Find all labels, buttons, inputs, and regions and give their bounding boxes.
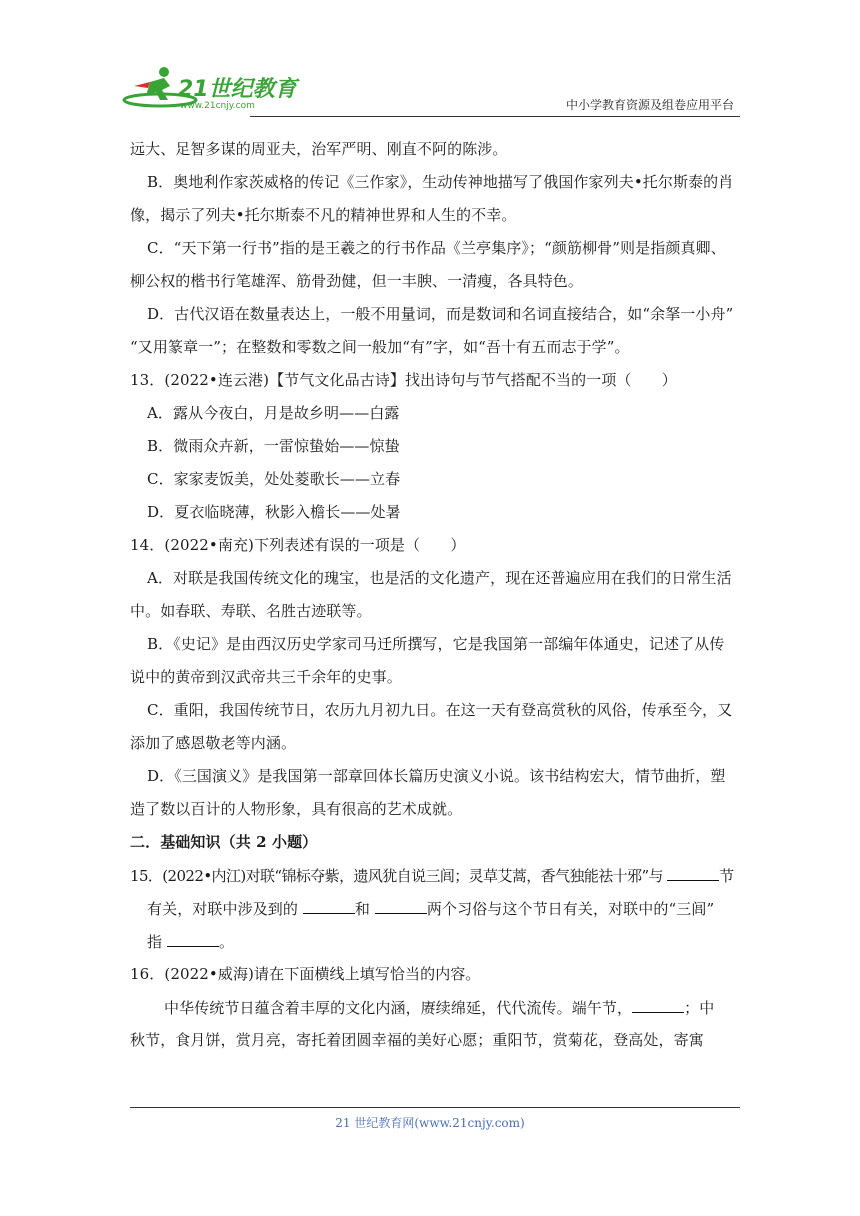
q16-text: ；中: [684, 999, 715, 1017]
svg-text:www.21cnjy.com: www.21cnjy.com: [180, 101, 255, 111]
q15-text: 和: [354, 900, 370, 918]
question-15-cont: [130, 897, 740, 919]
option-d: D．夏衣临晓薄，秋影入檐长——处暑: [147, 503, 401, 521]
option-a: A．对联是我国传统文化的瑰宝，也是活的文化遗产，现在还普遍应用在我们的日常生活: [147, 569, 732, 587]
section-heading: 二．基础知识（共 2 小题）: [130, 833, 318, 851]
option-a: A．露从今夜白，月是故乡明——白露: [147, 404, 400, 422]
question-16-passage: 秋节，食月饼，赏月亮，寄托着团圆幸福的美好心愿；重阳节，赏菊花，登高处，寄寓: [130, 1031, 704, 1049]
option-c: C．“天下第一行书”指的是王羲之的行书作品《兰亭集序》；“颜筋柳骨”则是指颜真卿、: [147, 239, 726, 257]
text-line: 像，揭示了列夫•托尔斯泰不凡的精神世界和人生的不幸。: [130, 206, 517, 224]
option-b: B．奥地利作家茨威格的传记《三作家》，生动传神地描写了俄国作家列夫•托尔斯泰的肖: [147, 173, 734, 191]
text-line: 添加了感恩敬老等内涵。: [130, 734, 297, 752]
question-16-passage: [130, 996, 740, 1018]
answer-blank[interactable]: [632, 996, 684, 1013]
page-footer: 21 世纪教育网(www.21cnjy.com): [335, 1116, 525, 1130]
answer-blank[interactable]: [667, 864, 719, 881]
q15-text: 。: [218, 933, 235, 951]
option-d: D．古代汉语在数量表达上，一般不用量词，而是数词和名词直接结合，如“余拏一小舟”: [147, 305, 734, 323]
answer-blank[interactable]: [167, 930, 219, 947]
option-b: B．微雨众卉新，一雷惊蛰始——惊蛰: [147, 437, 400, 455]
site-logo: [120, 64, 320, 114]
header-rule: [250, 116, 740, 117]
text-line: 柳公权的楷书行笔雄浑、筋骨劲健，但一丰腴、一清瘦，各具特色。: [130, 272, 584, 290]
question-16: 16．(2022•威海)请在下面横线上填写恰当的内容。: [130, 965, 481, 983]
question-14: 14．(2022•南充)下列表述有误的一项是（ ）: [130, 536, 466, 554]
page-header: [120, 64, 740, 120]
answer-blank[interactable]: [375, 897, 427, 914]
q15-text: 15．(2022•内江)对联“锦标夺紫，遗风犹自说三闾；灵草艾蒿，香气独能祛十邪”与: [130, 867, 663, 885]
text-line: 造了数以百计的人物形象，具有很高的艺术成就。: [130, 800, 463, 818]
q15-text: 节: [719, 867, 734, 885]
text-line: 说中的黄帝到汉武帝共三千余年的史事。: [130, 668, 402, 686]
q16-text: 中华传统节日蕴含着丰厚的文化内涵，赓续绵延，代代流传。端午节，: [164, 999, 633, 1017]
document-body: [130, 138, 740, 1062]
q15-text: 两个习俗与这个节日有关，对联中的“三闾”: [426, 900, 715, 918]
q15-text: 有关，对联中涉及到的: [147, 900, 299, 918]
text-line: “又用篆章一”；在整数和零数之间一般加“有”字，如“吾十有五而志于学”。: [130, 338, 630, 356]
question-15: [130, 864, 740, 886]
question-15-cont: [130, 930, 740, 952]
option-b: B．《史记》是由西汉历史学家司马迁所撰写，它是我国第一部编年体通史，记述了从传: [147, 635, 725, 653]
svg-text:21世纪教育: 21世纪教育: [178, 77, 297, 102]
option-d: D．《三国演义》是我国第一部章回体长篇历史演义小说。该书结构宏大，情节曲折，塑: [147, 767, 726, 785]
q15-text: 指: [147, 933, 163, 951]
text-line: 中。如春联、寿联、名胜古迹联等。: [130, 602, 372, 620]
text-line: 远大、足智多谋的周亚夫，治军严明、刚直不阿的陈涉。: [130, 140, 508, 158]
footer-rule: [130, 1107, 740, 1108]
answer-blank[interactable]: [303, 897, 355, 914]
option-c: C．重阳，我国传统节日，农历九月初九日。在这一天有登高赏秋的风俗，传承至今，又: [147, 701, 733, 719]
platform-name: 中小学教育资源及组卷应用平台: [565, 98, 734, 112]
question-13: 13．(2022•连云港)【节气文化品古诗】找出诗句与节气搭配不当的一项（ ）: [130, 371, 677, 389]
option-c: C．家家麦饭美，处处菱歌长——立春: [147, 470, 401, 488]
